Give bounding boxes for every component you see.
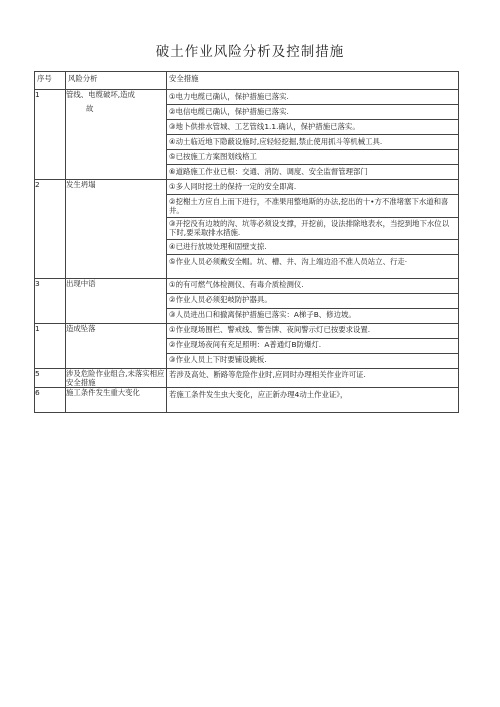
measure-item: ④动土临近地下隐蔽设施时,应轻轻挖掘,禁止使用抓斗等机械工具.: [167, 135, 458, 150]
header-no: 序号: [35, 72, 66, 90]
measure-item: ③作业人员上下时要铺设跳板.: [169, 355, 267, 364]
table-row: [35, 278, 459, 323]
table-row: [35, 180, 459, 279]
measure-item: ③开挖没有边坡的沟、坑等必须设支撑，开挖前，设法排除地表水，当挖到地下水位以下时,要采取排水措施.: [167, 218, 458, 241]
row-number: 5: [35, 368, 66, 388]
table-row: [35, 323, 459, 368]
table-row: [35, 388, 459, 413]
measure-item: ①的有可燃气体检测仪、有毒介质检测仪.: [167, 279, 458, 294]
risk-table: [34, 71, 459, 413]
measure-item: ③人员进出口和撤离保护措施已落实：A梯子B、修边坡。: [169, 310, 356, 319]
risk-text: 施工条件发生重大变化: [66, 388, 140, 397]
table-row: [35, 368, 459, 388]
risk-text: 故: [86, 104, 94, 114]
risk-cell: [66, 90, 167, 180]
table-row: [35, 90, 459, 180]
table-header-row: [35, 72, 459, 90]
risk-cell: [66, 323, 167, 368]
risk-cell: [66, 278, 167, 323]
measures-cell: [167, 278, 459, 323]
measure-item: ③地卜供排水管城、工艺管线1.1.确认，保护措施已落实。: [167, 120, 458, 135]
measure-item: ⑥道路施工作业已根：交通、消防、调度、安全监督管理部门: [169, 166, 368, 176]
row-number: 1: [35, 323, 66, 368]
risk-text: 出现中语: [66, 278, 96, 288]
row-number: 6: [35, 388, 66, 413]
risk-text: 涉及危险作业组合,未落实相应安全措施: [66, 368, 165, 387]
row-number: 1: [35, 90, 66, 180]
measures-cell: [167, 368, 459, 388]
measure-item: ②作业现场夜间有充足照明：A普通灯B防爆灯.: [167, 339, 458, 354]
measures-cell: [167, 388, 459, 413]
header-risk: 风险分析: [66, 72, 167, 90]
measure-item: ②挖榭土方应自上而下进行，不准果用整地斯的办法,挖出的十•方不准堵塞下水道和喜井。: [167, 195, 458, 218]
measure-item: ①多人同时挖土的保持一定的安全即离.: [167, 180, 458, 195]
measure-item: ②电信电缆已确认，保护措施已落实.: [167, 105, 458, 120]
measure-item: ①电力电缆已确认，保护措施已落实.: [167, 90, 458, 105]
risk-cell: [66, 180, 167, 279]
measures-cell: [167, 323, 459, 368]
measure-item: ⑤作业人员必须戴安全帽。坑、槽、井、沟上端边沿不准人员站立、行走·: [169, 256, 408, 266]
measure-item: ①作业现场围栏、警戒线、警告牌、夜间警示灯已按要求设置.: [167, 324, 458, 339]
measure-item: 若施工条件发生虫大变化，应正新办理4动土作业证》，: [169, 389, 348, 399]
measure-item: ⑤已按施工方案图划线格工: [167, 150, 458, 165]
risk-cell: [66, 388, 167, 413]
document-title: 破土作业风险分析及控制措施: [155, 44, 345, 60]
row-number: 2: [35, 180, 66, 279]
measures-cell: [167, 180, 459, 279]
measure-item: 若涉及高处、断路等危险作业时,应同时办理相关作业许可证.: [169, 370, 366, 379]
header-measures: 安全措施: [167, 72, 459, 90]
risk-text: 管线、电缆破坏,造成: [66, 90, 135, 99]
measure-item: ④已进行放坡处理和固壁支掠.: [167, 240, 458, 255]
measure-item: ②作业人员必须犯岐防护器具。: [167, 294, 458, 309]
row-number: 3: [35, 278, 66, 323]
risk-text: 发生坍塌: [66, 180, 96, 189]
risk-cell: [66, 368, 167, 388]
measures-cell: [167, 90, 459, 180]
risk-text: 造成坠落: [66, 323, 96, 333]
